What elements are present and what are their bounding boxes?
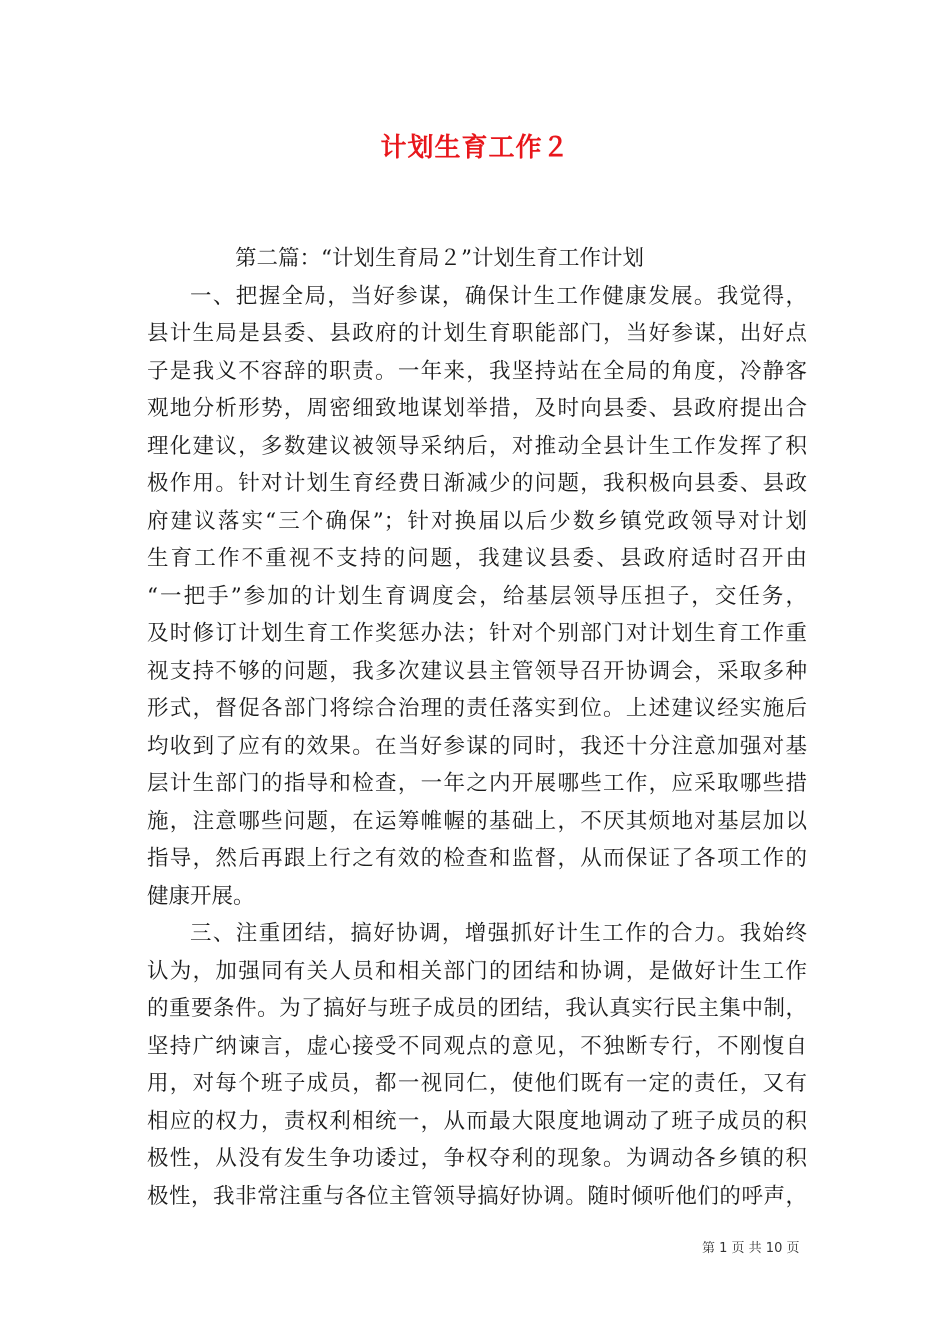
paragraph-line: 一、把握全局，当好参谋，确保计生工作健康发展。我觉得， [190,283,807,309]
paragraph-line: 均收到了应有的效果。在当好参谋的同时，我还十分注意加强对基 [147,733,807,759]
paragraph-line: 施，注意哪些问题，在运筹帷幄的基础上，不厌其烦地对基层加以 [147,808,807,834]
paragraph-line: 及时修订计划生育工作奖惩办法；针对个别部门对计划生育工作重 [147,621,807,646]
paragraph-line: “一把手”参加的计划生育调度会，给基层领导压担子，交任务， [147,583,807,609]
paragraph-line: 指导，然后再跟上行之有效的检查和监督，从而保证了各项工作的 [147,846,807,871]
paragraph-line: 视支持不够的问题，我多次建议县主管领导召开协调会，采取多种 [147,658,807,684]
paragraph-line: 用，对每个班子成员，都一视同仁，使他们既有一定的责任，又有 [147,1071,807,1096]
paragraph-line: 认为，加强同有关人员和相关部门的团结和协调，是做好计生工作 [147,958,807,984]
paragraph-line: 极作用。针对计划生育经费日渐减少的问题，我积极向县委、县政 [147,471,807,496]
section-subtitle: 第二篇：“计划生育局２”计划生育工作计划 [235,246,644,271]
paragraph-line: 子是我义不容辞的职责。一年来，我坚持站在全局的角度，冷静客 [147,358,807,384]
paragraph-line: 层计生部门的指导和检查，一年之内开展哪些工作，应采取哪些措 [147,771,807,796]
paragraph-line: 府建议落实“三个确保”；针对换届以后少数乡镇党政领导对计划 [147,508,807,534]
paragraph-line: 县计生局是县委、县政府的计划生育职能部门，当好参谋，出好点 [147,321,807,346]
paragraph-line: 生育工作不重视不支持的问题，我建议县委、县政府适时召开由 [147,546,807,571]
paragraph-line: 健康开展。 [147,883,255,909]
paragraph-line: 三、注重团结，搞好协调，增强抓好计生工作的合力。我始终 [190,921,807,946]
paragraph-line: 理化建议，多数建议被领导采纳后，对推动全县计生工作发挥了积 [147,433,807,459]
paragraph-line: 相应的权力，责权利相统一，从而最大限度地调动了班子成员的积 [147,1108,807,1134]
document-body [147,240,807,1215]
page-number-footer: 第 1 页 共 10 页 [702,1241,800,1256]
document-title: 计划生育工作２ [380,133,570,163]
paragraph-line: 观地分析形势，周密细致地谋划举措，及时向县委、县政府提出合 [147,396,807,421]
paragraph-line: 形式，督促各部门将综合治理的责任落实到位。上述建议经实施后 [147,696,807,721]
paragraph-line: 极性，我非常注重与各位主管领导搞好协调。随时倾听他们的呼声， [147,1183,807,1209]
paragraph-line: 坚持广纳谏言，虚心接受不同观点的意见，不独断专行，不刚愎自 [147,1033,807,1059]
paragraph-line: 的重要条件。为了搞好与班子成员的团结，我认真实行民主集中制， [147,996,807,1021]
paragraph-line: 极性，从没有发生争功诿过，争权夺利的现象。为调动各乡镇的积 [147,1146,807,1171]
